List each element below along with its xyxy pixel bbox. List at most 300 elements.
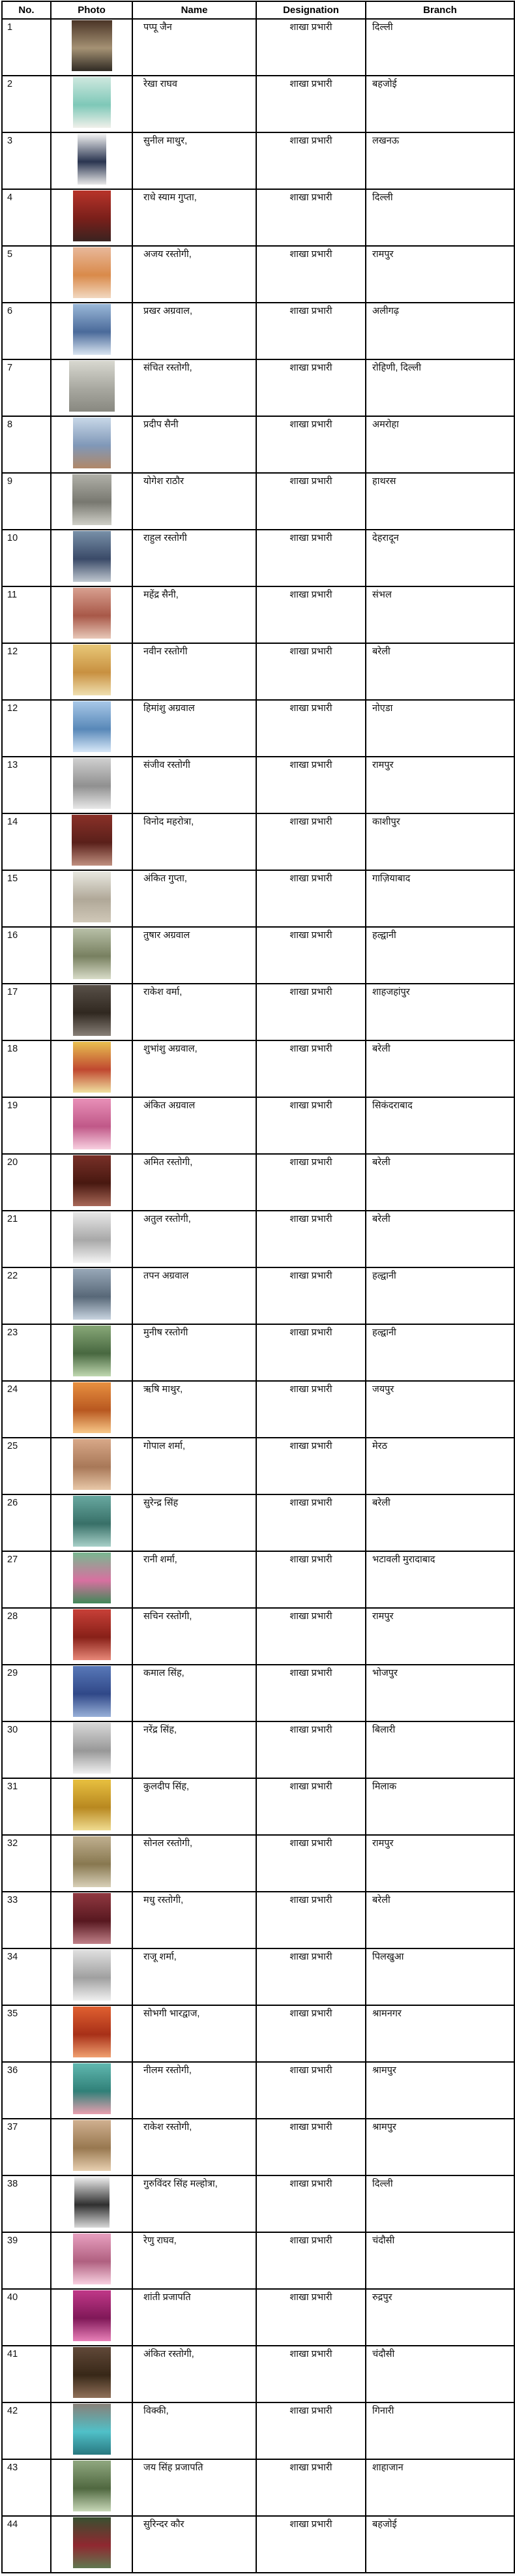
row-number: 16 bbox=[2, 927, 51, 984]
person-designation: शाखा प्रभारी bbox=[256, 1721, 366, 1778]
person-photo bbox=[72, 20, 112, 71]
row-number: 41 bbox=[2, 2346, 51, 2402]
person-branch: बरेली bbox=[366, 1154, 514, 1211]
person-branch: बहजोई bbox=[366, 76, 514, 132]
person-name: कुलदीप सिंह, bbox=[132, 1778, 256, 1835]
person-photo bbox=[73, 2063, 111, 2114]
person-name: अंकित अग्रवाल bbox=[132, 1097, 256, 1154]
table-row bbox=[2, 1438, 514, 1494]
person-designation: शाखा प्रभारी bbox=[256, 530, 366, 586]
person-branch: श्रामनगर bbox=[366, 2005, 514, 2062]
person-photo bbox=[73, 1836, 111, 1887]
table-row bbox=[2, 2516, 514, 2573]
photo-cell bbox=[51, 303, 132, 359]
photo-cell bbox=[51, 132, 132, 189]
person-designation: शाखा प्रभारी bbox=[256, 246, 366, 303]
row-number: 28 bbox=[2, 1608, 51, 1665]
table-row bbox=[2, 189, 514, 246]
person-branch: बरेली bbox=[366, 1494, 514, 1551]
photo-cell bbox=[51, 2289, 132, 2346]
table-row bbox=[2, 359, 514, 416]
person-photo bbox=[73, 1780, 111, 1830]
photo-cell bbox=[51, 1267, 132, 1324]
person-name: नरेंद्र सिंह, bbox=[132, 1721, 256, 1778]
person-name: सचिन रस्तोगी, bbox=[132, 1608, 256, 1665]
table-row bbox=[2, 2062, 514, 2119]
person-branch: गिनारी bbox=[366, 2402, 514, 2459]
person-photo bbox=[73, 1439, 111, 1490]
person-name: प्रदीप सैनी bbox=[132, 416, 256, 473]
person-designation: शाखा प्रभारी bbox=[256, 643, 366, 700]
person-designation: शाखा प्रभारी bbox=[256, 1835, 366, 1892]
photo-cell bbox=[51, 813, 132, 870]
person-name: विनोद महरोत्रा, bbox=[132, 813, 256, 870]
person-branch: बहजोई bbox=[366, 2516, 514, 2573]
table-row bbox=[2, 1494, 514, 1551]
row-number: 9 bbox=[2, 473, 51, 530]
person-photo bbox=[73, 2347, 111, 2398]
table-row bbox=[2, 1324, 514, 1381]
photo-cell bbox=[51, 359, 132, 416]
person-designation: शाखा प्रभारी bbox=[256, 1948, 366, 2005]
table-row bbox=[2, 416, 514, 473]
person-name: मुनीष रस्तोगी bbox=[132, 1324, 256, 1381]
row-number: 6 bbox=[2, 303, 51, 359]
person-designation: शाखा प्रभारी bbox=[256, 1778, 366, 1835]
table-row bbox=[2, 1835, 514, 1892]
person-designation: शाखा प्रभारी bbox=[256, 757, 366, 813]
photo-cell bbox=[51, 700, 132, 757]
person-name: राकेश रस्तोगी, bbox=[132, 2119, 256, 2175]
photo-cell bbox=[51, 1892, 132, 1948]
person-branch: चंदौसी bbox=[366, 2232, 514, 2289]
photo-cell bbox=[51, 1778, 132, 1835]
row-number: 13 bbox=[2, 757, 51, 813]
person-name: हिमांशु अग्रवाल bbox=[132, 700, 256, 757]
person-photo bbox=[73, 1155, 111, 1206]
person-branch: गाज़ियाबाद bbox=[366, 870, 514, 927]
row-number: 8 bbox=[2, 416, 51, 473]
photo-cell bbox=[51, 19, 132, 76]
person-name: संचित रस्तोगी, bbox=[132, 359, 256, 416]
person-designation: शाखा प्रभारी bbox=[256, 1211, 366, 1267]
person-name: नीलम रस्तोगी, bbox=[132, 2062, 256, 2119]
row-number: 30 bbox=[2, 1721, 51, 1778]
person-photo bbox=[73, 701, 111, 752]
person-branch: श्रामपुर bbox=[366, 2062, 514, 2119]
photo-cell bbox=[51, 1040, 132, 1097]
person-branch: दिल्ली bbox=[366, 189, 514, 246]
person-photo bbox=[73, 2120, 111, 2171]
person-photo bbox=[73, 871, 111, 922]
person-branch: रामपुर bbox=[366, 246, 514, 303]
photo-cell bbox=[51, 530, 132, 586]
table-row bbox=[2, 19, 514, 76]
person-name: सुरेन्द्र सिंह bbox=[132, 1494, 256, 1551]
photo-cell bbox=[51, 2459, 132, 2516]
photo-cell bbox=[51, 2005, 132, 2062]
person-name: शांती प्रजापति bbox=[132, 2289, 256, 2346]
person-branch: रुद्रपुर bbox=[366, 2289, 514, 2346]
person-branch: मिलाक bbox=[366, 1778, 514, 1835]
photo-cell bbox=[51, 927, 132, 984]
photo-cell bbox=[51, 2062, 132, 2119]
person-branch: लखनऊ bbox=[366, 132, 514, 189]
person-branch: बरेली bbox=[366, 1211, 514, 1267]
person-name: सुनील माथुर, bbox=[132, 132, 256, 189]
person-name: अमित रस्तोगी, bbox=[132, 1154, 256, 1211]
table-row bbox=[2, 870, 514, 927]
person-name: अजय रस्तोगी, bbox=[132, 246, 256, 303]
person-name: सोभगी भारद्वाज, bbox=[132, 2005, 256, 2062]
person-branch: अमरोहा bbox=[366, 416, 514, 473]
table-body bbox=[2, 19, 514, 2573]
person-name: रानी शर्मा, bbox=[132, 1551, 256, 1608]
photo-cell bbox=[51, 1211, 132, 1267]
person-branch: देहरादून bbox=[366, 530, 514, 586]
person-branch: हल्द्वानी bbox=[366, 927, 514, 984]
person-name: राहुल रस्तोगी bbox=[132, 530, 256, 586]
table-row bbox=[2, 586, 514, 643]
person-designation: शाखा प्रभारी bbox=[256, 700, 366, 757]
photo-cell bbox=[51, 1721, 132, 1778]
table-row bbox=[2, 2402, 514, 2459]
person-designation: शाखा प्रभारी bbox=[256, 19, 366, 76]
column-header-branch: Branch bbox=[366, 1, 514, 19]
person-photo bbox=[73, 928, 111, 979]
photo-cell bbox=[51, 1154, 132, 1211]
table-row bbox=[2, 473, 514, 530]
person-photo bbox=[73, 304, 111, 355]
person-designation: शाखा प्रभारी bbox=[256, 2289, 366, 2346]
person-name: पप्पू जैन bbox=[132, 19, 256, 76]
row-number: 36 bbox=[2, 2062, 51, 2119]
photo-cell bbox=[51, 586, 132, 643]
person-photo bbox=[73, 1893, 111, 1944]
person-branch: जयपुर bbox=[366, 1381, 514, 1438]
row-number: 43 bbox=[2, 2459, 51, 2516]
column-header-designation: Designation bbox=[256, 1, 366, 19]
person-photo bbox=[73, 2404, 111, 2455]
person-photo bbox=[73, 1042, 111, 1093]
photo-cell bbox=[51, 2402, 132, 2459]
photo-cell bbox=[51, 2232, 132, 2289]
person-name: अंकित रस्तोगी, bbox=[132, 2346, 256, 2402]
table-row bbox=[2, 246, 514, 303]
person-designation: शाखा प्रभारी bbox=[256, 2516, 366, 2573]
table-row bbox=[2, 1665, 514, 1721]
person-photo bbox=[74, 2177, 110, 2228]
photo-cell bbox=[51, 1665, 132, 1721]
person-photo bbox=[73, 2007, 111, 2057]
table-row bbox=[2, 132, 514, 189]
person-name: राधे स्याम गुप्ता, bbox=[132, 189, 256, 246]
person-photo bbox=[73, 247, 111, 298]
person-photo bbox=[73, 1496, 111, 1547]
person-branch: पिलखुआ bbox=[366, 1948, 514, 2005]
table-header-row bbox=[2, 1, 514, 19]
person-name: अतुल रस्तोगी, bbox=[132, 1211, 256, 1267]
row-number: 11 bbox=[2, 586, 51, 643]
person-designation: शाखा प्रभारी bbox=[256, 1154, 366, 1211]
person-name: राकेश वर्मा, bbox=[132, 984, 256, 1040]
person-photo bbox=[73, 1609, 111, 1660]
person-designation: शाखा प्रभारी bbox=[256, 1381, 366, 1438]
table-row bbox=[2, 927, 514, 984]
person-photo bbox=[73, 1382, 111, 1433]
row-number: 26 bbox=[2, 1494, 51, 1551]
person-designation: शाखा प्रभारी bbox=[256, 2175, 366, 2232]
photo-cell bbox=[51, 2346, 132, 2402]
person-designation: शाखा प्रभारी bbox=[256, 1267, 366, 1324]
person-photo bbox=[73, 1212, 111, 1263]
photo-cell bbox=[51, 870, 132, 927]
person-branch: बरेली bbox=[366, 1040, 514, 1097]
person-designation: शाखा प्रभारी bbox=[256, 2459, 366, 2516]
person-name: तपन अग्रवाल bbox=[132, 1267, 256, 1324]
person-branch: संभल bbox=[366, 586, 514, 643]
person-name: नवीन रस्तोगी bbox=[132, 643, 256, 700]
person-designation: शाखा प्रभारी bbox=[256, 1665, 366, 1721]
person-photo bbox=[73, 1666, 111, 1717]
staff-roster-table bbox=[1, 1, 515, 2573]
row-number: 19 bbox=[2, 1097, 51, 1154]
person-name: रेखा राघव bbox=[132, 76, 256, 132]
person-designation: शाखा प्रभारी bbox=[256, 984, 366, 1040]
table-row bbox=[2, 2232, 514, 2289]
person-branch: रामपुर bbox=[366, 1835, 514, 1892]
row-number: 40 bbox=[2, 2289, 51, 2346]
person-photo bbox=[73, 531, 111, 582]
person-designation: शाखा प्रभारी bbox=[256, 870, 366, 927]
table-row bbox=[2, 2119, 514, 2175]
table-row bbox=[2, 303, 514, 359]
person-name: जय सिंह प्रजापति bbox=[132, 2459, 256, 2516]
person-branch: बिलारी bbox=[366, 1721, 514, 1778]
person-designation: शाखा प्रभारी bbox=[256, 1040, 366, 1097]
person-designation: शाखा प्रभारी bbox=[256, 1324, 366, 1381]
person-name: विक्की, bbox=[132, 2402, 256, 2459]
person-name: अंकित गुप्ता, bbox=[132, 870, 256, 927]
row-number: 44 bbox=[2, 2516, 51, 2573]
person-branch: रामपुर bbox=[366, 757, 514, 813]
table-row bbox=[2, 1381, 514, 1438]
photo-cell bbox=[51, 757, 132, 813]
person-branch: चंदौसी bbox=[366, 2346, 514, 2402]
row-number: 38 bbox=[2, 2175, 51, 2232]
person-designation: शाखा प्रभारी bbox=[256, 2346, 366, 2402]
row-number: 23 bbox=[2, 1324, 51, 1381]
person-designation: शाखा प्रभारी bbox=[256, 1097, 366, 1154]
person-photo bbox=[73, 1326, 111, 1376]
row-number: 42 bbox=[2, 2402, 51, 2459]
row-number: 39 bbox=[2, 2232, 51, 2289]
person-name: शुभांशु अग्रवाल, bbox=[132, 1040, 256, 1097]
row-number: 7 bbox=[2, 359, 51, 416]
photo-cell bbox=[51, 1097, 132, 1154]
person-designation: शाखा प्रभारी bbox=[256, 2119, 366, 2175]
table-row bbox=[2, 1211, 514, 1267]
person-branch: शाहजहांपुर bbox=[366, 984, 514, 1040]
person-branch: दिल्ली bbox=[366, 2175, 514, 2232]
person-photo bbox=[73, 190, 111, 241]
person-branch: शाहाजान bbox=[366, 2459, 514, 2516]
person-designation: शाखा प्रभारी bbox=[256, 1608, 366, 1665]
person-designation: शाखा प्रभारी bbox=[256, 416, 366, 473]
person-designation: शाखा प्रभारी bbox=[256, 2062, 366, 2119]
table-row bbox=[2, 2175, 514, 2232]
column-header-name: Name bbox=[132, 1, 256, 19]
table-row bbox=[2, 1721, 514, 1778]
person-branch: हल्द्वानी bbox=[366, 1267, 514, 1324]
photo-cell bbox=[51, 1381, 132, 1438]
person-branch: हल्द्वानी bbox=[366, 1324, 514, 1381]
person-branch: हाथरस bbox=[366, 473, 514, 530]
person-photo bbox=[73, 77, 111, 128]
row-number: 24 bbox=[2, 1381, 51, 1438]
photo-cell bbox=[51, 2119, 132, 2175]
person-photo bbox=[73, 1269, 111, 1320]
photo-cell bbox=[51, 1835, 132, 1892]
photo-cell bbox=[51, 2516, 132, 2573]
column-header-no: No. bbox=[2, 1, 51, 19]
person-photo bbox=[69, 361, 115, 412]
photo-cell bbox=[51, 473, 132, 530]
person-photo bbox=[73, 1723, 111, 1774]
table-row bbox=[2, 700, 514, 757]
row-number: 2 bbox=[2, 76, 51, 132]
table-row bbox=[2, 1267, 514, 1324]
person-name: सुरिन्दर कौर bbox=[132, 2516, 256, 2573]
row-number: 37 bbox=[2, 2119, 51, 2175]
table-row bbox=[2, 643, 514, 700]
person-name: योगेश राठौर bbox=[132, 473, 256, 530]
table-row bbox=[2, 1608, 514, 1665]
person-photo bbox=[73, 2517, 111, 2568]
table-row bbox=[2, 2289, 514, 2346]
person-designation: शाखा प्रभारी bbox=[256, 76, 366, 132]
person-photo bbox=[72, 815, 112, 866]
person-photo bbox=[78, 134, 106, 185]
person-photo bbox=[73, 1099, 111, 1149]
photo-cell bbox=[51, 1438, 132, 1494]
table-row bbox=[2, 1551, 514, 1608]
person-designation: शाखा प्रभारी bbox=[256, 2232, 366, 2289]
row-number: 21 bbox=[2, 1211, 51, 1267]
person-photo bbox=[73, 2234, 111, 2284]
person-photo bbox=[72, 474, 111, 525]
person-designation: शाखा प्रभारी bbox=[256, 303, 366, 359]
photo-cell bbox=[51, 1608, 132, 1665]
person-name: कमाल सिंह, bbox=[132, 1665, 256, 1721]
table-row bbox=[2, 1778, 514, 1835]
row-number: 25 bbox=[2, 1438, 51, 1494]
person-branch: भोजपुर bbox=[366, 1665, 514, 1721]
person-photo bbox=[73, 588, 111, 639]
person-designation: शाखा प्रभारी bbox=[256, 359, 366, 416]
person-branch: दिल्ली bbox=[366, 19, 514, 76]
table-row bbox=[2, 1097, 514, 1154]
photo-cell bbox=[51, 189, 132, 246]
table-row bbox=[2, 1154, 514, 1211]
person-branch: रोहिणी, दिल्ली bbox=[366, 359, 514, 416]
person-name: ऋषि माथुर, bbox=[132, 1381, 256, 1438]
photo-cell bbox=[51, 1551, 132, 1608]
row-number: 4 bbox=[2, 189, 51, 246]
photo-cell bbox=[51, 1324, 132, 1381]
person-designation: शाखा प्रभारी bbox=[256, 473, 366, 530]
row-number: 12 bbox=[2, 643, 51, 700]
photo-cell bbox=[51, 1494, 132, 1551]
person-branch: बरेली bbox=[366, 643, 514, 700]
photo-cell bbox=[51, 643, 132, 700]
table-row bbox=[2, 1948, 514, 2005]
person-branch: नोएडा bbox=[366, 700, 514, 757]
person-name: संजीव रस्तोगी bbox=[132, 757, 256, 813]
person-branch: मेरठ bbox=[366, 1438, 514, 1494]
row-number: 32 bbox=[2, 1835, 51, 1892]
table-row bbox=[2, 76, 514, 132]
person-photo bbox=[73, 985, 111, 1036]
row-number: 31 bbox=[2, 1778, 51, 1835]
person-branch: रामपुर bbox=[366, 1608, 514, 1665]
table-row bbox=[2, 1040, 514, 1097]
person-branch: भटावली मुरादाबाद bbox=[366, 1551, 514, 1608]
person-photo bbox=[73, 758, 111, 809]
row-number: 3 bbox=[2, 132, 51, 189]
person-designation: शाखा प्रभारी bbox=[256, 2402, 366, 2459]
row-number: 5 bbox=[2, 246, 51, 303]
table-row bbox=[2, 530, 514, 586]
row-number: 14 bbox=[2, 813, 51, 870]
row-number: 12 bbox=[2, 700, 51, 757]
photo-cell bbox=[51, 2175, 132, 2232]
person-photo bbox=[73, 417, 111, 468]
person-designation: शाखा प्रभारी bbox=[256, 813, 366, 870]
person-name: महेंद्र सैनी, bbox=[132, 586, 256, 643]
person-designation: शाखा प्रभारी bbox=[256, 1494, 366, 1551]
column-header-photo: Photo bbox=[51, 1, 132, 19]
person-photo bbox=[73, 1553, 111, 1603]
photo-cell bbox=[51, 416, 132, 473]
row-number: 35 bbox=[2, 2005, 51, 2062]
photo-cell bbox=[51, 246, 132, 303]
row-number: 27 bbox=[2, 1551, 51, 1608]
person-name: गोपाल शर्मा, bbox=[132, 1438, 256, 1494]
person-designation: शाखा प्रभारी bbox=[256, 132, 366, 189]
table-row bbox=[2, 813, 514, 870]
table-row bbox=[2, 2459, 514, 2516]
person-branch: सिकंदराबाद bbox=[366, 1097, 514, 1154]
person-name: तुषार अग्रवाल bbox=[132, 927, 256, 984]
table-row bbox=[2, 2005, 514, 2062]
photo-cell bbox=[51, 76, 132, 132]
row-number: 10 bbox=[2, 530, 51, 586]
person-photo bbox=[73, 1950, 111, 2001]
person-designation: शाखा प्रभारी bbox=[256, 586, 366, 643]
person-branch: अलीगढ़ bbox=[366, 303, 514, 359]
person-branch: काशीपुर bbox=[366, 813, 514, 870]
table-row bbox=[2, 2346, 514, 2402]
person-name: गुरुविंदर सिंह मल्होत्रा, bbox=[132, 2175, 256, 2232]
person-designation: शाखा प्रभारी bbox=[256, 1438, 366, 1494]
photo-cell bbox=[51, 1948, 132, 2005]
person-branch: बरेली bbox=[366, 1892, 514, 1948]
row-number: 29 bbox=[2, 1665, 51, 1721]
person-photo bbox=[73, 644, 111, 695]
table-row bbox=[2, 984, 514, 1040]
person-branch: श्रामपुर bbox=[366, 2119, 514, 2175]
